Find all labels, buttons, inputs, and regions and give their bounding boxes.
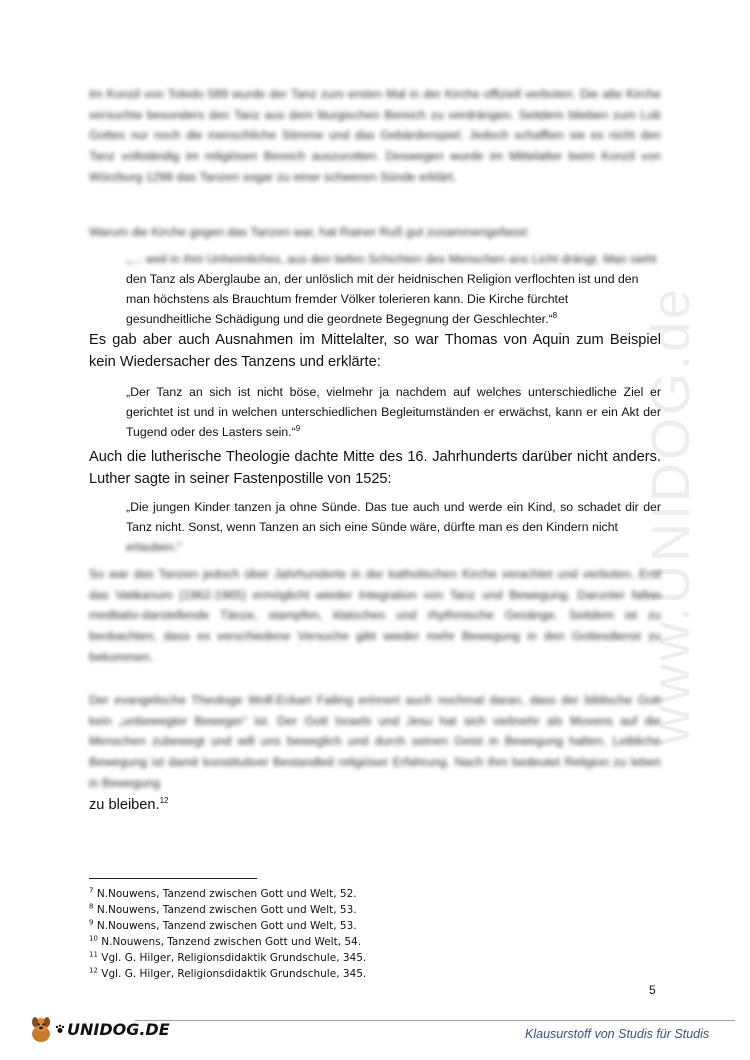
footnote-number: 9 [89,918,94,927]
footnote-12 [89,966,366,982]
footnote-number: 11 [89,950,98,959]
quote-luther-end-blurred: erlauben.“ [126,540,182,554]
quote-russ-line-blurred: „… weil in ihm Unheimliches, aus den tiefen Schichten des Menschen ans Licht drängt. Man sieht [126,252,657,266]
unidog-logo [27,1014,170,1044]
paragraph-failing-end [89,794,661,816]
footnote-number: 12 [89,966,98,975]
footnote-ref-9: 9 [295,423,301,433]
logo-text: UNIDOG.DE [67,1019,170,1039]
footnote-text: N.Nouwens, Tanzend zwischen Gott und Welt, 52. [96,888,357,900]
footnote-text: Vgl. G. Hilger, Religionsdidaktik Grundschule, 345. [101,952,367,964]
quote-aquin [126,382,661,442]
paragraph-failing-end-text: zu bleiben. [89,796,160,813]
footnote-ref-12: 12 [159,795,169,805]
footnote-7 [89,886,366,902]
paragraph-failing-blurred: Der evangelische Theologe Wolf-Eckart Failing erinnert auch nochmal daran, dass der biblische Gott kein „unbewegter Beweger“ ist. Der Gott Israels und Jesu hat sich vielmehr als Movens auf die Menschen zubewegt und will uns beweglich und durch seinen Geist in Bewegung halten. Leibliche Bewegung ist damit konstitutiver Bestandteil religiöser Erfahrung. Nach ihm bedeutet Religion zu leben in Bewegung [89,693,661,790]
paragraph-failing [89,690,661,816]
paragraph-warum: Warum die Kirche gegen das Tanzen war, hat Rainer Ruß gut zusammengefasst: [89,225,530,239]
paragraph-luther: Auch die lutherische Theologie dachte Mitte des 16. Jahrhunderts darüber nicht anders. Luther sagte in seiner Fastenpostille von 1525: [89,449,661,487]
footnote-number: 7 [89,886,94,895]
quote-russ-line-4-text: gesundheitliche Schädigung und die geordnete Begegnung der Geschlechter.“ [126,312,553,326]
footnote-text: N.Nouwens, Tanzend zwischen Gott und Welt, 53. [96,920,357,932]
footnote-8 [89,902,366,918]
quote-luther-text: „Die jungen Kinder tanzen ja ohne Sünde. Das tue auch und werde ein Kind, so schadet dir der Tanz nicht. Sonst, wenn Tanzen an sich eine Sünde wäre, dürfte man es den Kindern nicht [126,500,661,534]
footnote-separator [89,878,257,879]
page-number: 5 [649,983,656,997]
watermark: www.UNIDOG.de [641,285,701,745]
footnotes [89,886,366,982]
footnote-10 [89,934,366,950]
footnote-11 [89,950,366,966]
quote-aquin-text: „Der Tanz an sich ist nicht böse, vielmehr ja nachdem auf welches unterschiedliche Ziel er gerichtet ist und in welchen unterschiedlichen Begleitumständen er erwächst, kann er ein Akt der Tugend oder des Lasters sein.“ [126,385,661,439]
footnote-text: Vgl. G. Hilger, Religionsdidaktik Grundschule, 345. [101,968,367,980]
paragraph-konzil: Im Konzil von Toledo 589 wurde der Tanz zum ersten Mal in der Kirche offiziell verboten. Die alte Kirche versuchte besonders den Tanz aus dem liturgischen Bereich zu verdrängen. Seitdem blieben zum Lob Gottes nur noch die menschliche Stimme und das Gebärdenspiel. Jedoch schafften sie es nicht den Tanz vollständig im religiösen Bereich auszurotten. Deswegen wurde im Mittelalter beim Konzil von Würzburg 1298 das Tanzen sogar zu einer schweren Sünde erklärt. [89,87,661,184]
footnote-number: 10 [89,934,98,943]
footnote-number: 8 [89,902,94,911]
footer-rule [135,1020,735,1021]
dog-mascot-icon [27,1014,55,1044]
quote-russ-line-3: man höchstens als Brauchtum fremder Völker tolerieren kann. Die Kirche fürchtet [126,292,569,306]
footer-tagline: Klausurstoff von Studis für Studis [525,1027,710,1041]
paragraph-mittelalter: Es gab aber auch Ausnahmen im Mittelalter, so war Thomas von Aquin zum Beispiel kein Wiedersacher des Tanzens und erklärte: [89,332,661,370]
quote-russ [126,249,661,329]
footnote-9 [89,918,366,934]
quote-russ-line-2: den Tanz als Aberglaube an, der unlöslich mit der heidnischen Religion verflochten ist und den [126,272,639,286]
paw-icon [55,1024,65,1034]
footnote-text: N.Nouwens, Tanzend zwischen Gott und Welt, 53. [96,904,357,916]
footnote-ref-8: 8 [552,310,558,320]
footnote-text: N.Nouwens, Tanzend zwischen Gott und Welt, 54. [101,936,362,948]
paragraph-vatikanum: So war das Tanzen jedoch über Jahrhunderte in der katholischen Kirche verachtet und verboten. Erst das Vatikanum (1962-1965) ermöglicht wieder Integration von Tanz und Bewegung. Darunter fallen meditativ-darstellende Tänze, stampfen, klatschen und rhythmische Gesänge. Seitdem ist zu beobachten, dass es verschiedene Versuche gibt wieder mehr Bewegung in den Gottesdienst zu bekommen. [89,567,661,664]
quote-luther [126,497,661,557]
quote-russ-line-4 [126,309,661,329]
